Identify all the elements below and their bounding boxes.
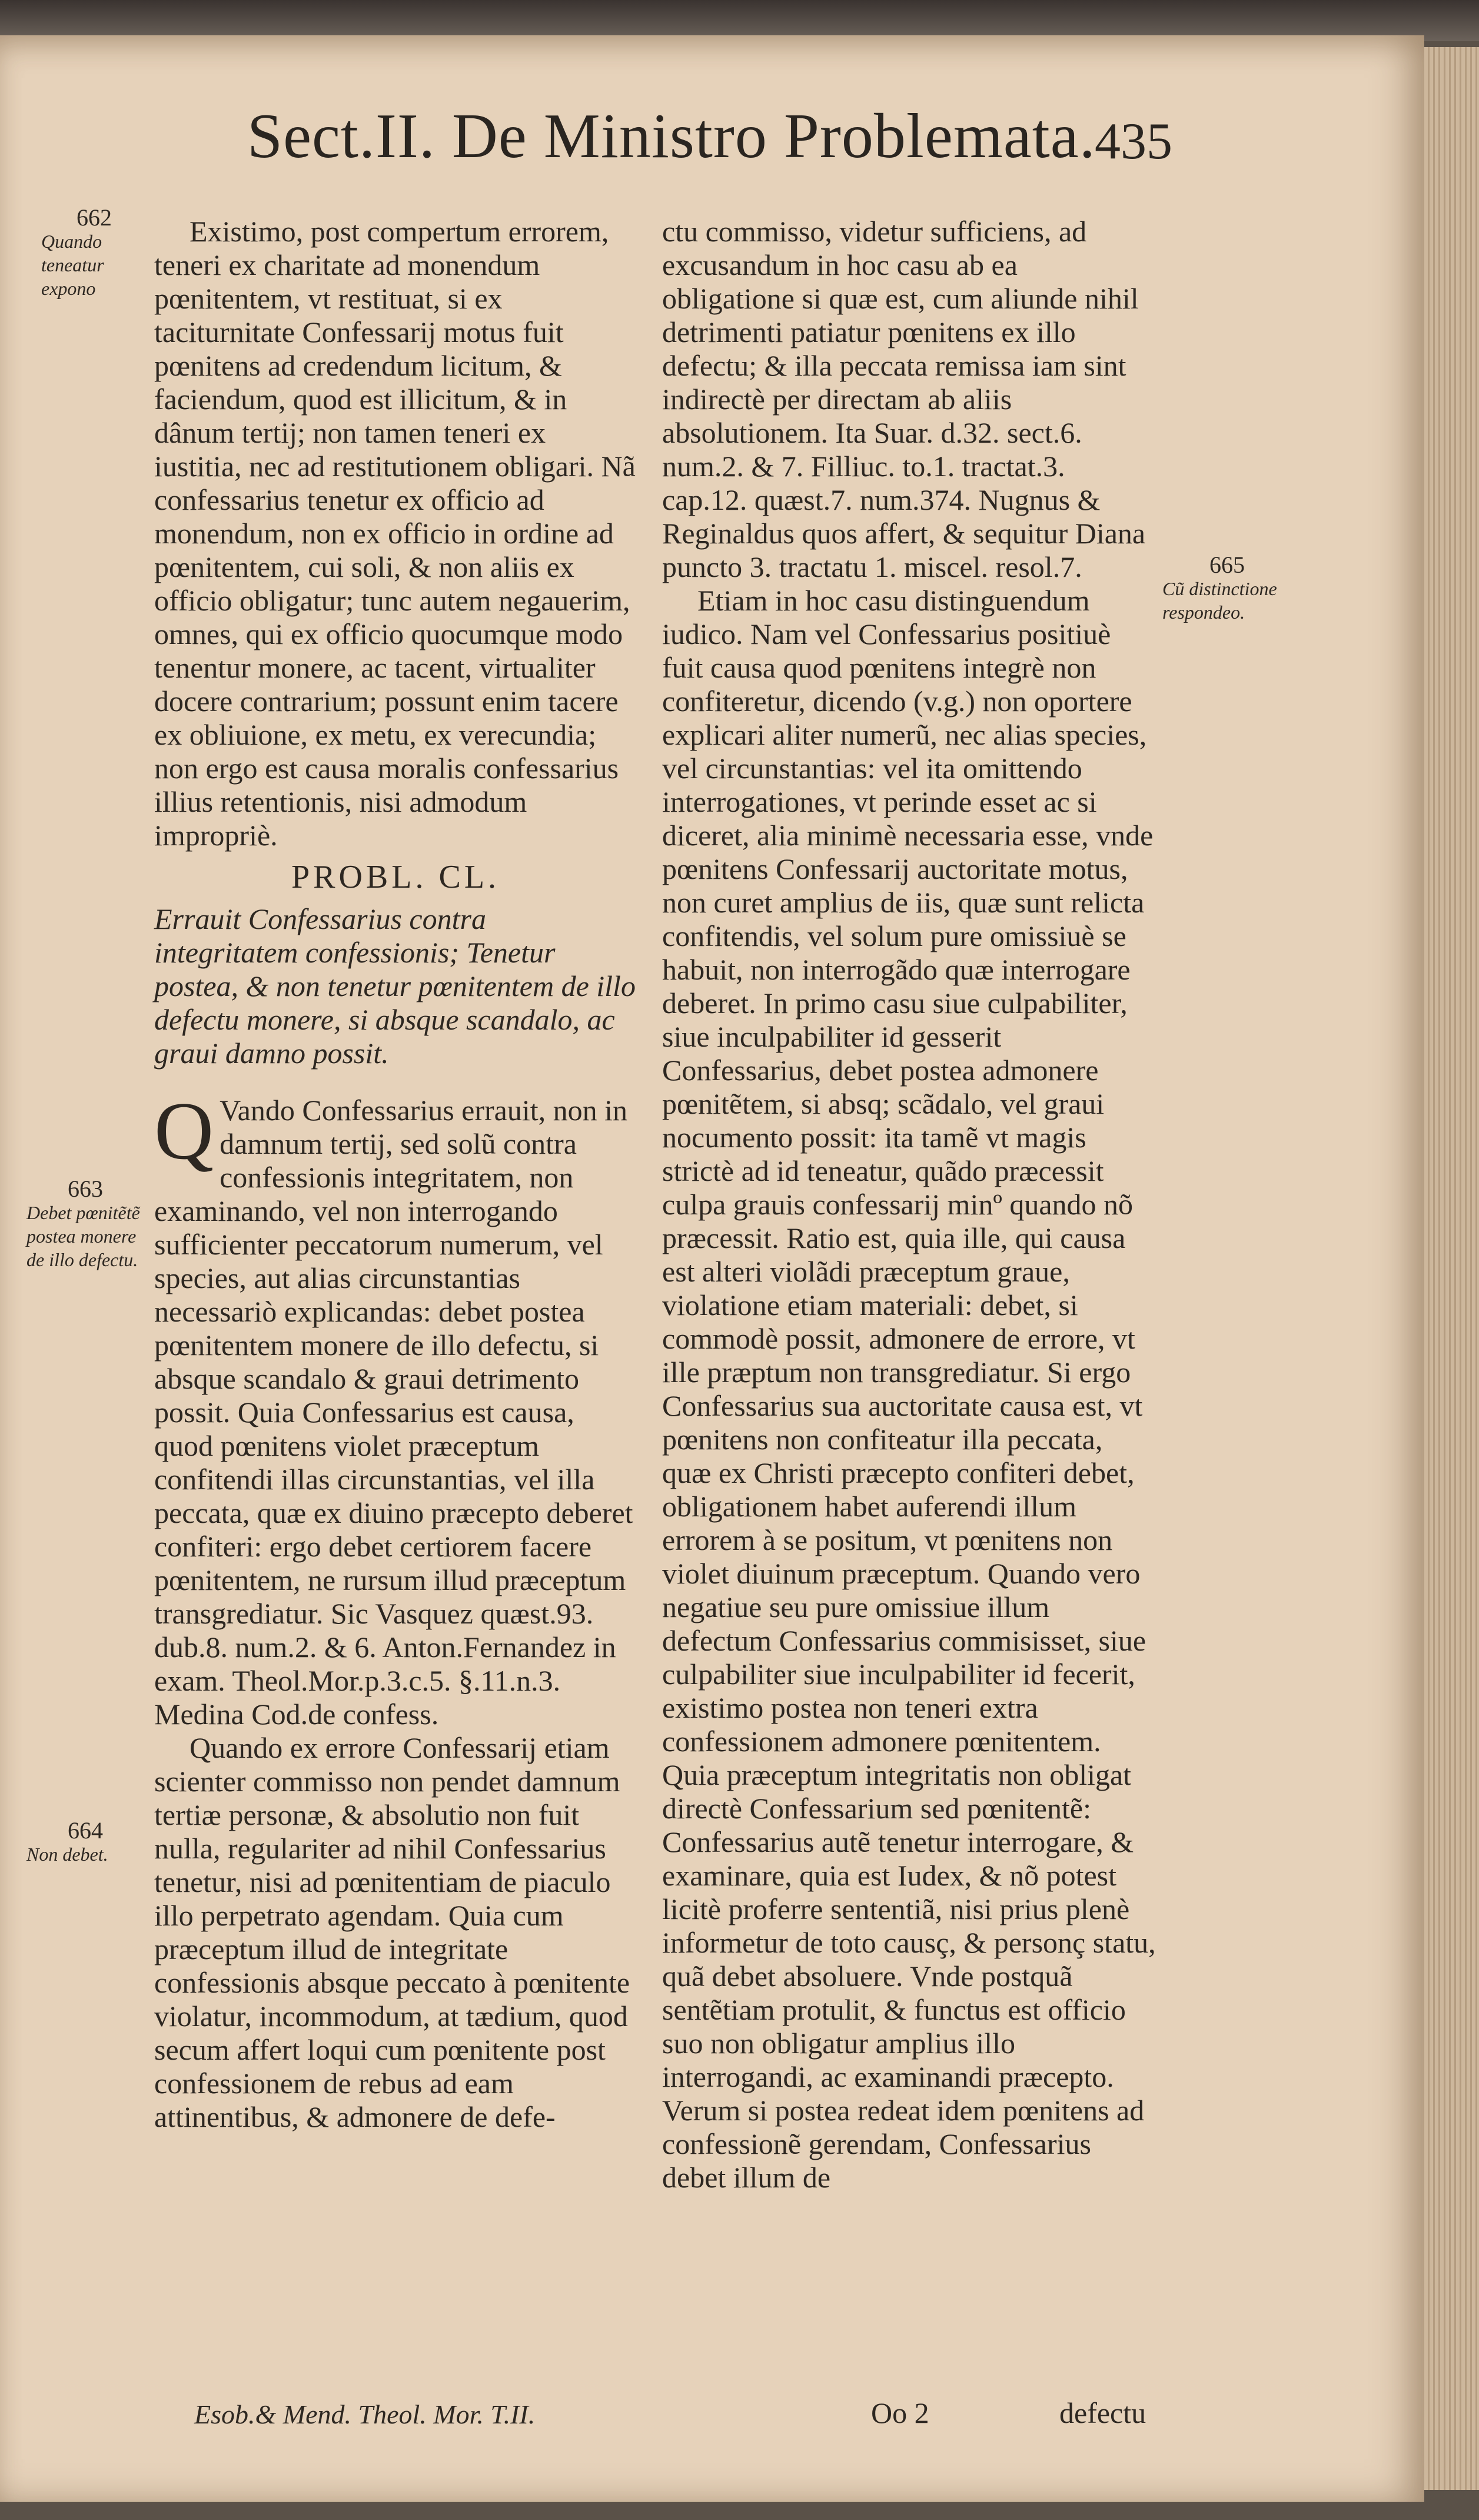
paragraph: Vando Confessarius errauit, non in damnum tertij, sed solũ contra confessionis integritatem, non examinando, vel non interrogando sufficienter peccatorum numerum, vel species, aut alias circunstantias necessariò explicandas: debet postea pœnitentem monere de illo defectu, si absque scandalo & graui detrimento possit. Quia Confessarius est causa, quod pœnitens violet præceptum confitendi illas circunstantias, vel illa peccata, quæ ex diuino præcepto deberet confiteri: ergo debet certiorem facere pœnitentem, ne rursum illud præceptum transgrediatur. Sic Vasquez quæst.93. dub.8. num.2. & 6. Anton.Fernandez in exam. Theol.Mor.p.3.c.5. §.11.n.3. Medina Cod.de confess. <box>154 1094 633 1731</box>
margin-text: Quando teneatur expono <box>41 231 104 299</box>
paragraph: Existimo, post compertum errorem, teneri ex charitate ad monendum pœnitentem, vt restituat, si ex taciturnitate Confessarij motus fuit pœnitens ad credendum licitum, & faciendum, quod est illicitum, & in dânum tertij; non tamen teneri ex iustitia, nec ad restitutionem obligari. Nã confessarius tenetur ex officio ad monendum, non ex officio in ordine ad pœnitentem, cui soli, & non aliis ex officio obligatur; tunc autem negauerim, omnes, qui ex officio quocumque modo tenentur monere, ac tacent, virtualiter docere contrarium; possunt enim tacere ex obliuione, ex metu, ex verecundia; non ergo est causa moralis confessarius illius retentionis, nisi admodum impropriè. <box>154 215 636 852</box>
problem-heading: PROBL. CL. <box>291 859 500 895</box>
margin-note-664 <box>26 1819 144 1866</box>
margin-note-662 <box>41 206 147 300</box>
paragraph-block <box>154 1085 637 1731</box>
running-header <box>247 100 1189 194</box>
margin-text: Debet pœnitẽtẽ postea monere de illo defectu. <box>26 1202 140 1270</box>
margin-text: Non debet. <box>26 1844 108 1865</box>
paragraph: Quando ex errore Confessarij etiam scienter commisso non pendet damnum tertiæ personæ, & absolutio non fuit nulla, regulariter ad nihil Confessarius tenetur, nisi ad pœnitentiam de piaculo illo perpetrato agendam. Quia cum præceptum illud de integritate confessionis absque peccato à pœnitente violatur, incommodum, at tædium, quod secum affert loqui cum pœnitente post confessionem de rebus ad eam attinentibus, & admonere de defe- <box>154 1731 630 2133</box>
margin-number: 662 <box>77 204 112 231</box>
margin-text: Cũ distinctione respondeo. <box>1162 578 1277 623</box>
margin-note-663 <box>26 1177 144 1271</box>
right-column <box>662 215 1156 2194</box>
page-edges <box>1424 47 1479 2490</box>
paragraph: ctu commisso, videtur sufficiens, ad excusandum in hoc casu ab ea obligatione si quæ est, cum aliunde nihil detrimenti patiatur pœnitens ex illo defectu; & illa peccata remissa iam sint indirectè per directam ab aliis absolutionem. Ita Suar. d.32. sect.6. num.2. & 7. Filliuc. to.1. tractat.3. cap.12. quæst.7. num.374. Nugnus & Reginaldus quos affert, & sequitur Diana puncto 3. tractatu 1. miscel. resol.7. <box>662 215 1146 583</box>
margin-number: 663 <box>68 1176 103 1202</box>
margin-number: 664 <box>68 1817 103 1844</box>
sheet-mark: Oo 2 <box>871 2396 929 2429</box>
problem-statement: Errauit Confessarius contra integritatem confessionis; Tenetur postea, & non tenetur pœnitentem de illo defectu monere, si absque scandalo, ac graui damno possit. <box>154 902 636 1070</box>
margin-note-665 <box>1162 553 1292 624</box>
left-column <box>154 215 637 2134</box>
catchword: defectu <box>1059 2396 1146 2429</box>
drop-cap: Q <box>154 1085 214 1177</box>
header-title: Sect.II. De Ministro Problemata. <box>247 101 1096 171</box>
margin-number: 665 <box>1209 552 1245 578</box>
page-number: 435 <box>1095 113 1172 170</box>
signature-line: Esob.& Mend. Theol. Mor. T.II. <box>194 2399 536 2429</box>
paragraph: Etiam in hoc casu distinguendum iudico. Nam vel Confessarius positiuè fuit causa quod pœnitens integrè non confiteretur, dicendo (v.g.) non oportere explicari aliter numerũ, nec alias species, vel circunstantias: vel ita omittendo interrogationes, vt perinde esset ac si diceret, alia minimè necessaria esse, vnde pœnitens Confessarij auctoritate motus, non curet amplius de iis, quæ sunt relicta confitendis, vel solum pure omissiuè se habuit, non interrogãdo quæ interrogare deberet. In primo casu siue culpabiliter, siue inculpabiliter id gesserit Confessarius, debet postea admonere pœnitẽtem, si absq; scãdalo, vel graui nocumento possit: ita tamẽ vt magis strictè ad id teneatur, quãdo præcessit culpa grauis confessarij minº quando nõ præcessit. Ratio est, quia ille, qui causa est alteri violãdi præceptum graue, violatione etiam materiali: debet, si commodè possit, admonere de errore, vt ille præptum non transgrediatur. Si ergo Confessarius sua auctoritate causa est, vt pœnitens non confiteatur illa peccata, quæ ex Christi præcepto confiteri debet, obligationem habet auferendi illum errorem à se positum, vt pœnitens non violet diuinum præceptum. Quando vero negatiue seu pure omissiue illum defectum Confessarius commisisset, siue culpabiliter siue inculpabiliter id fecerit, existimo postea non teneri extra confessionem admonere pœnitentem. Quia præceptum integritatis non obligat directè Confessarium sed pœnitentẽ: Confessarius autẽ tenetur interrogare, & examinare, quia est Iudex, & nõ potest licitè proferre sententiã, nisi prius plenè informetur de toto causç, & personç statu, quã debet absoluere. Vnde postquã sentẽtiam protulit, & functus est officio suo non obligatur amplius illo interrogandi, ac examinandi præcepto. Verum si postea redeat idem pœnitens ad confessionẽ gerendam, Confessarius debet illum de <box>662 584 1156 2194</box>
